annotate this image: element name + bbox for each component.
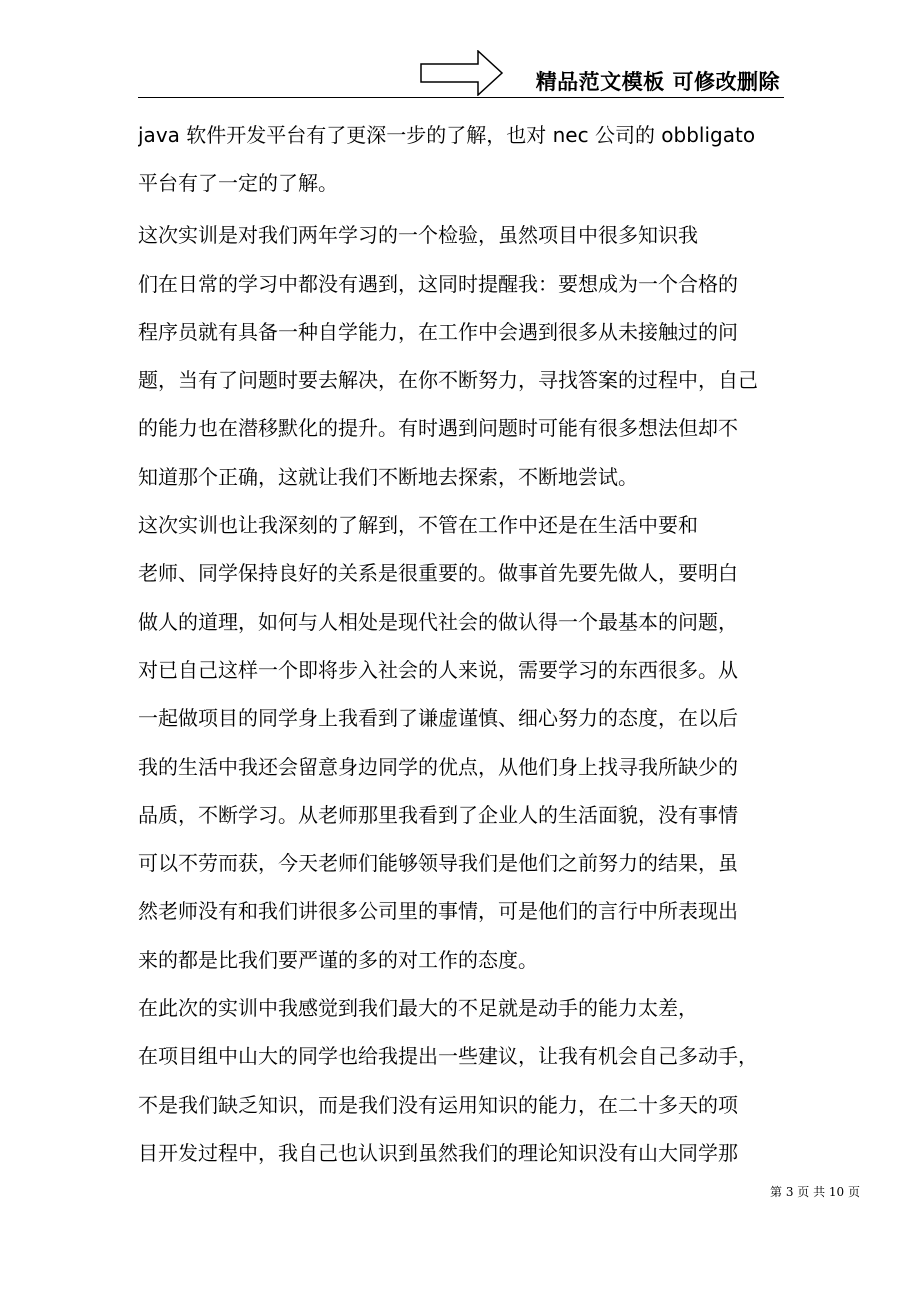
text-line: 知道那个正确，这就让我们不断地去探索，不断地尝试。: [138, 464, 638, 489]
text-line: 品质，不断学习。从老师那里我看到了企业人的生活面貌，没有事情: [138, 802, 738, 827]
text-line: 在此次的实训中我感觉到我们最大的不足就是动手的能力太差，: [138, 996, 698, 1021]
page-number: 第 3 页 共 10 页: [770, 1185, 860, 1199]
text-line: java 软件开发平台有了更深一步的了解，也对 nec 公司的 obbligato: [138, 123, 756, 147]
text-line: 老师、同学保持良好的关系是很重要的。做事首先要先做人，要明白: [138, 561, 738, 586]
header-divider: [138, 97, 784, 98]
text-line: 题，当有了问题时要去解决，在你不断努力，寻找答案的过程中，自己: [138, 368, 758, 393]
text-line: 这次实训是对我们两年学习的一个检验，虽然项目中很多知识我: [138, 223, 698, 248]
text-line: 我的生活中我还会留意身边同学的优点，从他们身上找寻我所缺少的: [138, 754, 738, 779]
text-line: 在项目组中山大的同学也给我提出一些建议，让我有机会自己多动手，: [138, 1044, 758, 1069]
text-line: 然老师没有和我们讲很多公司里的事情，可是他们的言行中所表现出: [138, 899, 738, 924]
text-line: 不是我们缺乏知识，而是我们没有运用知识的能力，在二十多天的项: [138, 1092, 738, 1117]
header-title: 精品范文模板 可修改删除: [535, 70, 780, 94]
text-line: 来的都是比我们要严谨的多的对工作的态度。: [138, 947, 538, 972]
text-line: 做人的道理，如何与人相处是现代社会的做认得一个最基本的问题，: [138, 609, 738, 634]
text-line: 可以不劳而获，今天老师们能够领导我们是他们之前努力的结果，虽: [138, 851, 738, 876]
text-line: 程序员就有具备一种自学能力，在工作中会遇到很多从未接触过的问: [138, 319, 738, 344]
text-line: 对已自己这样一个即将步入社会的人来说，需要学习的东西很多。从: [138, 657, 738, 682]
page-header: [138, 50, 784, 98]
text-line: 们在日常的学习中都没有遇到，这同时提醒我：要想成为一个合格的: [138, 271, 738, 296]
text-line: 这次实训也让我深刻的了解到，不管在工作中还是在生活中要和: [138, 513, 698, 538]
text-line: 平台有了一定的了解。: [138, 171, 338, 196]
body-text: [138, 117, 788, 1183]
text-line: 一起做项目的同学身上我看到了谦虚谨慎、细心努力的态度，在以后: [138, 706, 738, 731]
text-line: 目开发过程中，我自己也认识到虽然我们的理论知识没有山大同学那: [138, 1140, 738, 1165]
text-line: 的能力也在潜移默化的提升。有时遇到问题时可能有很多想法但却不: [138, 416, 738, 441]
right-arrow-icon: [420, 50, 504, 96]
